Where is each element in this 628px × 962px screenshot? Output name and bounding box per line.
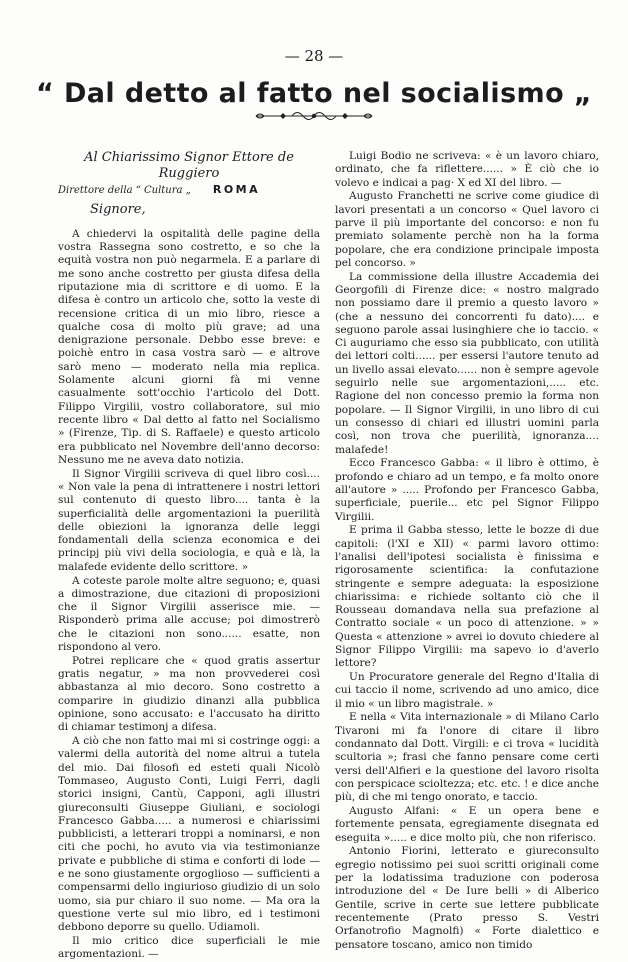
page-number: — 28 — bbox=[284, 47, 344, 65]
paragraph: A coteste parole molte altre seguono; e, quasi a dimostrazione, due citazioni di proposizioni che il Signor Virgilii asserisce mie. — Risponderò prima alle accuse; poi dimostrerò che le citazioni non sono...... esatte, non rispondono al vero. bbox=[58, 574, 320, 653]
flourish-divider-icon bbox=[252, 106, 376, 126]
paragraph: E nella « Vita internazionale » di Milano Carlo Tivaroni mi fa l'onore di citare il libro condannato dal Dott. Virgili: e ci trova « lucidità scultoria »; frasi che fanno pensare come certi versi dell'Alfieri e la questione del lavoro risolta con perspicace scioltezza; etc. etc. ! e dice anche più, di che mi tengo onorato, e taccio. bbox=[335, 711, 599, 804]
paragraph: A chiedervi la ospitalità delle pagine della vostra Rassegna sono costretto, e so che la equità vostra non può negarmela. E a parlare di me sono anche costretto per giusta difesa della riputazione mia di scrittore e di uomo. E la difesa è contro un articolo che, sotto la veste di recensione critica di un mio libro, riesce a qualche cosa di molto più grave; ad una denigrazione personale. Debbo esse breve: e poichè entro in casa vostra sarò — e altrove sarò meno — moderato nella mia replica. Solamente alcuni giorni fà mi venne casualmente sott'occhio l'articolo del Dott. Filippo Virgilii, vostro collaboratore, sul mio recente libro « Dal detto al fatto nel Socialismo » (Firenze, Tip. di S. Raffaele) e questo articolo era pubblicato nel Novembre dell'anno decorso: Nessuno me ne aveva dato notizia. bbox=[58, 227, 320, 466]
recipient-role-text: Direttore della “ Cultura „ bbox=[58, 184, 191, 196]
recipient-role bbox=[58, 183, 320, 197]
paragraph: Il mio critico dice superficiali le mie argomentazioni. — bbox=[58, 935, 320, 961]
paragraph: Antonio Fiorini, letterato e giureconsulto egregio notissimo pei suoi scritti originali come per la lodatissima traduzione con poderosa introduzione del « De Iure belli » di Alberico Gentile, scrive in certe sue lettere pubblicate recentemente (Prato presso S. Vestri Orfanotrofio Magnolfi) « Forte dialettico e pensatore toscano, amico non timido bbox=[335, 845, 599, 951]
paragraph: Augusto Franchetti ne scrive come giudice di lavori presentati a un concorso « Quel lavoro ci parve il più importante del concorso: e non fu premiato solamente perchè non ha la forma popolare, che era condizione principale imposta pel concorso. » bbox=[335, 190, 599, 269]
page-title: “ Dal detto al fatto nel socialismo „ bbox=[36, 78, 592, 109]
recipient-city: ROMA bbox=[212, 182, 261, 196]
paragraph: Augusto Alfani: « E un opera bene e fortemente pensata, egregiamente disegnata ed eseguita »..... e dice molto più, che non riferisco. bbox=[335, 805, 599, 844]
paragraph: Luigi Bodio ne scriveva: « è un lavoro chiaro, ordinato, che fa riflettere...... » È ciò che io volevo e indicai a pag· X ed XI del libro. — bbox=[335, 150, 599, 189]
paragraph: Un Procuratore generale del Regno d'Italia di cui taccio il nome, scrivendo ad uno amico, dice il mio « un libro magistrale. » bbox=[335, 671, 599, 710]
salutation: Al Chiarissimo Signor Ettore de Ruggiero bbox=[84, 150, 294, 181]
paragraph: Ecco Francesco Gabba: « il libro è ottimo, è profondo e chiaro ad un tempo, e fa molto onore all'autore » ..... Profondo per Francesco Gabba, superficiale, puerile... etc pel Signor Filippo Virgilii. bbox=[335, 457, 599, 523]
greeting: Signore, bbox=[90, 201, 146, 217]
paragraph: Il Signor Virgilii scriveva di quel libro così.... « Non vale la pena di intrattenere i nostri lettori sul contenuto di questo libro.... tanta è la superficialità delle argomentazioni la puerilità delle obiezioni la ignoranza delle leggi fondamentali della scienza economica e dei principj più vivi della sociologia, e quà e là, la malafede evidente dello scrittore. » bbox=[58, 467, 320, 573]
right-column bbox=[335, 150, 599, 952]
paragraph: Potrei replicare che « quod gratis assertur gratis negatur, » ma non provvederei così abbastanza al mio decoro. Sono costretto a comparire in giudizio dinanzi alla pubblica opinione, sono accusato: e l'accusato ha diritto di chiamar testimonj a difesa. bbox=[58, 654, 320, 734]
left-column bbox=[58, 150, 320, 962]
paragraph: A ciò che non fatto mai mi si costringe oggi: a valermi della autorità del nome altrui a tutela del mio. Dai filosofi ed esteti quali Nicolò Tommaseo, Augusto Conti, Luigi Ferri, dagli storici insigni, Cantù, Capponi, agli illustri giureconsulti Giuseppe Giuliani, e sociologi Francesco Gabba..... a numerosi e chiarissimi pubblicisti, a letterari troppi a nominarsi, e non citi che pochi, ho avuto via via testimonianze private e pubbliche di stima e conforti di lode — e ne sono giustamente orgoglioso — sufficienti a compensarmi dello ingiurioso giudizio di un solo uomo, sia pur chiaro il suo nome. — Ma ora la questione verte sul mio libro, ed i testimoni debbono deporre su quello. Udiamoli. bbox=[58, 735, 320, 934]
paragraph: La commissione della illustre Accademia dei Georgofili di Firenze dice: « nostro malgrado non possiamo dare il premio a questo lavoro » (che a nessuno dei concorrenti fu dato).... e seguono parole assai lusinghiere che io taccio. « Ci auguriamo che esso sia pubblicato, con utilità dei lettori colti...... per essersi l'autore tenuto ad un livello assai elevato...... non è sempre agevole seguirlo nelle sue argomentazioni,..... etc. Ragione del non concesso premio la forma non popolare. — Il Signor Virgilii, in uno libro di cui un consesso di chiari ed illustri uomini parla così, non trova che puerilità, ignoranza.... malafede! bbox=[335, 270, 599, 456]
paragraph: E prima il Gabba stesso, lette le bozze di due capitoli: (l'XI e XII) « parmi lavoro ottimo: l'analisi dell'ipotesi socialista è finissima e rigorosamente scientifica: la confutazione stringente e sempre adeguata: la esposizione chiarissima: e richiede soltanto ciò che il Rousseau domandava nella sua prefazione al Contratto sociale « un poco di attenzione. » » Questa « attenzione » avrei io dovuto chiedere al Signor Filippo Virgilii: ma sapevo io d'averlo lettore? bbox=[335, 524, 599, 670]
